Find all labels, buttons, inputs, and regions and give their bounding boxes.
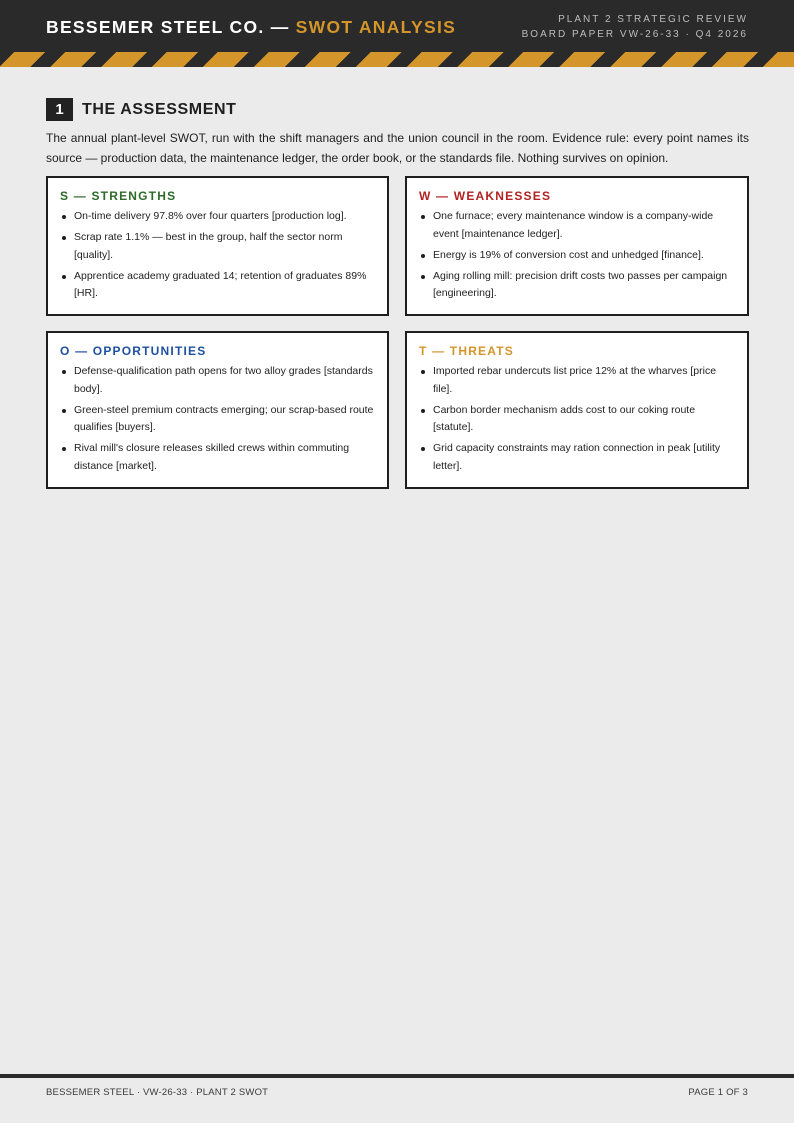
list-item: Grid capacity constraints may ration connection in peak [utility letter].: [419, 440, 735, 475]
intro-paragraph: The annual plant-level SWOT, run with the shift managers and the union council in the room. Evidence rule: every point names its source — production data, the maintenance ledger, the order book, or the standards file. Nothing survives on opinion.: [46, 131, 749, 165]
opportunities-box: [46, 331, 389, 489]
weaknesses-box: [405, 176, 749, 316]
document-title: [46, 17, 456, 38]
header-meta-review: PLANT 2 STRATEGIC REVIEW: [558, 14, 748, 25]
threats-title: T — THREATS: [419, 344, 514, 358]
section-title: THE ASSESSMENT: [82, 100, 237, 118]
list-item: Energy is 19% of conversion cost and unhedged [finance].: [419, 247, 735, 265]
list-item: On-time delivery 97.8% over four quarters [production log].: [60, 208, 375, 226]
threats-box: [405, 331, 749, 489]
list-item: Imported rebar undercuts list price 12% at the wharves [price file].: [419, 363, 735, 398]
brand-accent-title: SWOT ANALYSIS: [295, 17, 457, 37]
page-footer: [0, 1074, 794, 1123]
page-number: PAGE 1 OF 3: [688, 1087, 748, 1098]
section-heading: [46, 98, 237, 121]
page-header: [0, 0, 794, 52]
opportunities-title: O — OPPORTUNITIES: [60, 344, 207, 358]
section-number-badge: 1: [46, 98, 73, 121]
opportunities-list: [60, 363, 375, 475]
list-item: Apprentice academy graduated 14; retention of graduates 89% [HR].: [60, 268, 375, 303]
list-item: Defense-qualification path opens for two alloy grades [standards body].: [60, 363, 375, 398]
header-meta-board-paper: BOARD PAPER VW-26-33 · Q4 2026: [521, 29, 748, 40]
list-item: Scrap rate 1.1% — best in the group, half the sector norm [quality].: [60, 229, 375, 264]
strengths-box: [46, 176, 389, 316]
list-item: Carbon border mechanism adds cost to our coking route [statute].: [419, 402, 735, 437]
list-item: Green-steel premium contracts emerging; our scrap-based route qualifies [buyers].: [60, 402, 375, 437]
footer-document-ref: BESSEMER STEEL · VW-26-33 · PLANT 2 SWOT: [46, 1087, 269, 1098]
threats-list: [419, 363, 735, 475]
hazard-stripe-divider: [0, 52, 794, 67]
strengths-list: [60, 208, 375, 303]
header-meta: [522, 12, 748, 42]
list-item: One furnace; every maintenance window is a company-wide event [maintenance ledger].: [419, 208, 735, 243]
brand-name: BESSEMER STEEL CO. —: [46, 17, 296, 37]
strengths-title: S — STRENGTHS: [60, 189, 177, 203]
list-item: Rival mill's closure releases skilled crews within commuting distance [market].: [60, 440, 375, 475]
weaknesses-list: [419, 208, 735, 303]
weaknesses-title: W — WEAKNESSES: [419, 189, 552, 203]
list-item: Aging rolling mill: precision drift costs two passes per campaign [engineering].: [419, 268, 735, 303]
